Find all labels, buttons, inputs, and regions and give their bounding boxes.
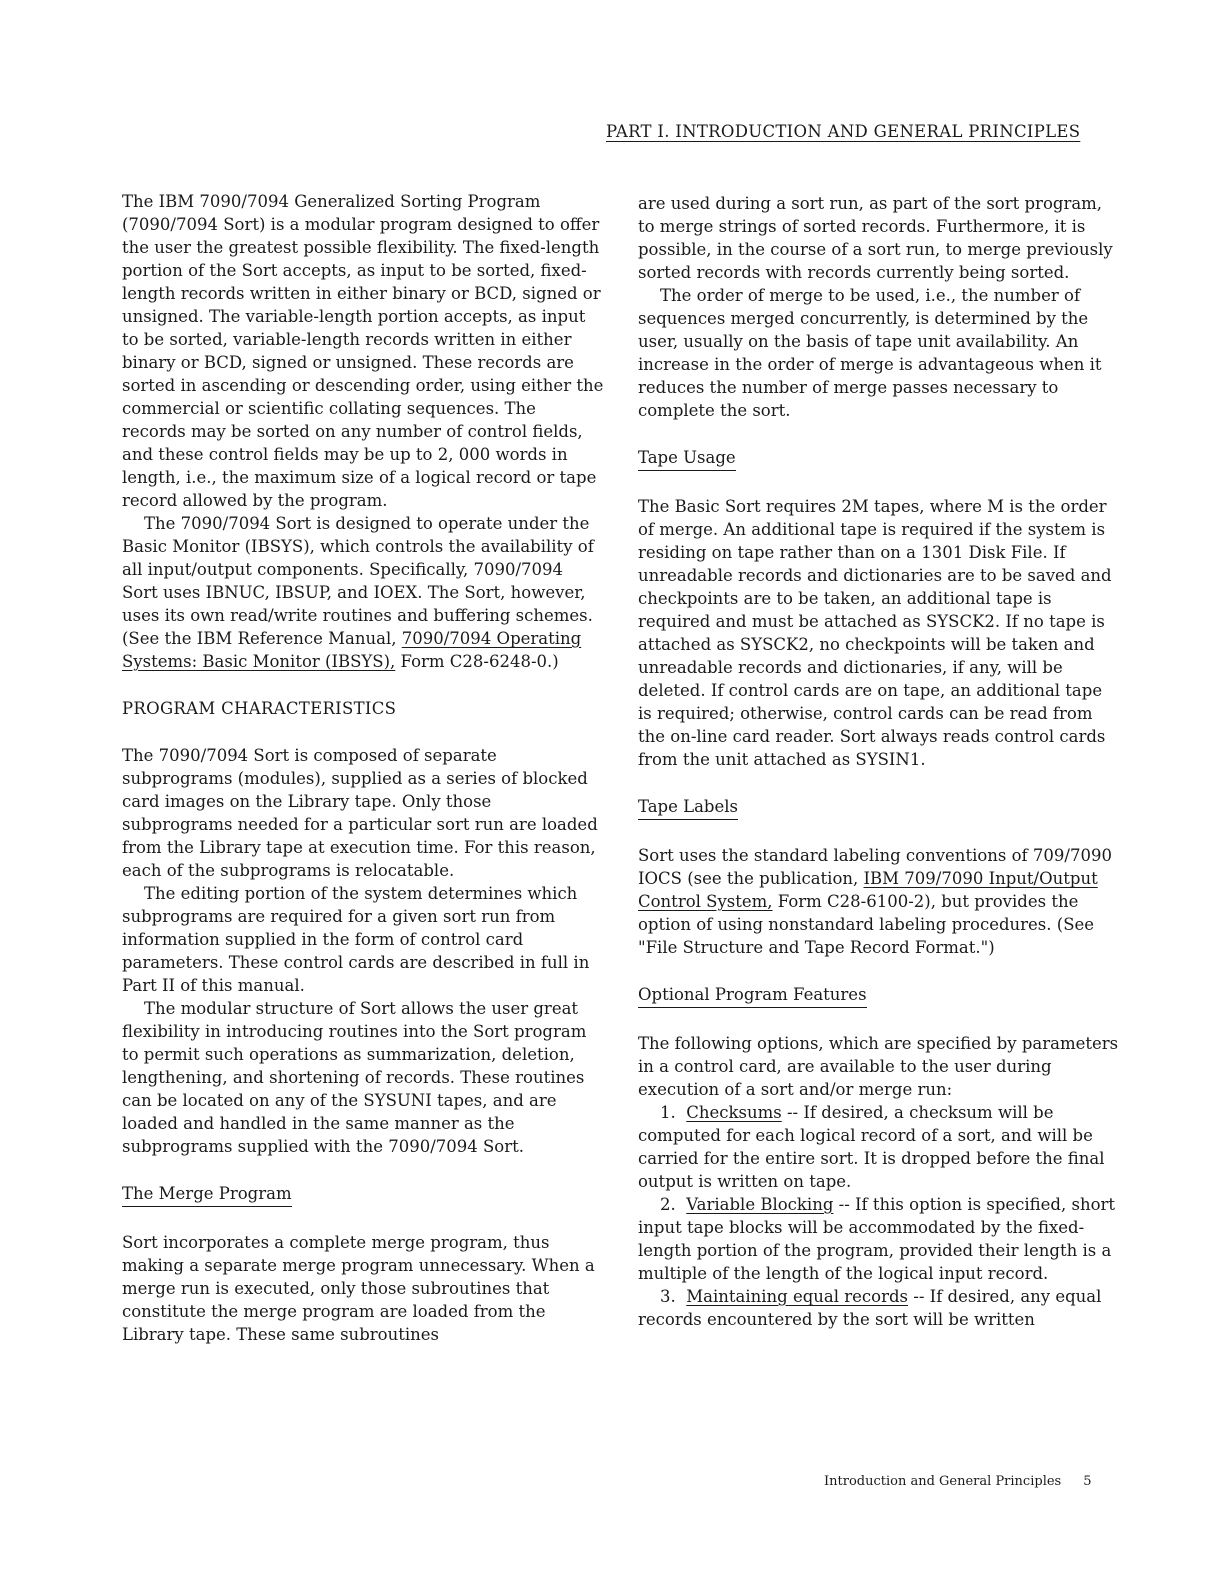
paragraph: The Basic Sort requires 2M tapes, where M is the order of merge. An additional tape is required if the system is residing on tape rather than on a 1301 Disk File. If unreadable records and dictionaries are to be saved and checkpoints are to be taken, an additional tape is required and must be attached as SYSCK2. If no tape is attached as SYSCK2, no checkpoints will be taken and unreadable records and dictionaries, if any, will be deleted. If control cards are on tape, an additional tape is required; otherwise, control cards can be read from the on-line card reader. Sort always reads control cards from the unit attached as SYSIN1.	[638, 497, 1112, 769]
item-number: 2.	[660, 1195, 676, 1214]
subheading-optional-features: Optional Program Features	[638, 983, 867, 1008]
item-term: Checksums	[686, 1103, 782, 1122]
page-header: PART I. INTRODUCTION AND GENERAL PRINCIPLES	[606, 122, 1081, 141]
reference-title: IBM 709/7090 Input/Output Control System,	[638, 869, 1098, 911]
paragraph: The order of merge to be used, i.e., the number of sequences merged concurrently, is determined by the user, usually on the basis of tape unit availability. An increase in the order of merge is advantageous when it reduces the number of merge passes necessary to complete the sort.	[638, 286, 1102, 420]
paragraph: The editing portion of the system determines which subprograms are required for a given sort run from information supplied in the form of control card parameters. These control cards are described in full in Part II of this manual.	[122, 884, 590, 995]
paragraph: The IBM 7090/7094 Generalized Sorting Program (7090/7094 Sort) is a modular program designed to offer the user the greatest possible flexibility. The fixed-length portion of the Sort accepts, as input to be sorted, fixed-length records written in either binary or BCD, signed or unsigned. The variable-length portion accepts, as input to be sorted, variable-length records written in either binary or BCD, signed or unsigned. These records are sorted in ascending or descending order, using either the commercial or scientific collating sequences. The records may be sorted on any number of control fields, and these control fields may be up to 2, 000 words in length, i.e., the maximum size of a logical record or tape record allowed by the program.	[122, 192, 604, 510]
reference-title: 7090/7094 Operating Systems: Basic Monitor (IBSYS),	[122, 629, 582, 671]
paragraph: The modular structure of Sort allows the user great flexibility in introducing routines into the Sort program to permit such operations as summarization, deletion, lengthening, and shortening of records. These routines can be located on any of the SYSUNI tapes, and are loaded and handled in the same manner as the subprograms supplied with the 7090/7094 Sort.	[122, 999, 587, 1156]
page-number: 5	[1083, 1474, 1092, 1489]
subheading-tape-labels: Tape Labels	[638, 795, 738, 820]
left-column	[122, 190, 604, 1346]
paragraph: The 7090/7094 Sort is composed of separate subprograms (modules), supplied as a series of blocked card images on the Library tape. Only those subprograms needed for a particular sort run are loaded from the Library tape at execution time. For this reason, each of the subprograms is relocatable.	[122, 746, 598, 880]
item-term: Variable Blocking	[686, 1195, 834, 1214]
text: Form C28-6248-0.)	[395, 652, 559, 671]
list-item	[638, 1101, 1120, 1193]
item-term: Maintaining equal records	[686, 1287, 909, 1306]
page-footer	[824, 1474, 1092, 1489]
section-heading-program-characteristics: PROGRAM CHARACTERISTICS	[122, 699, 397, 718]
list-item	[638, 1285, 1120, 1331]
text: Sort uses the standard labeling conventions of 709/7090 IOCS (see the publication,	[638, 846, 1112, 888]
subheading-tape-usage: Tape Usage	[638, 446, 736, 471]
text: The 7090/7094 Sort is designed to operate under the Basic Monitor (IBSYS), which controls the availability of all input/output components. Specifically, 7090/7094 Sort uses IBNUC, IBSUP, and IOEX. The Sort, however, uses its own read/write routines and buffering schemes. (See the IBM Reference Manual,	[122, 514, 594, 648]
text: Form C28-6100-2), but provides the option of using nonstandard labeling procedures. (See "File Structure and Tape Record Format.")	[638, 892, 1095, 957]
item-text: -- If this option is specified, short input tape blocks will be accommodated by the fixed-length portion of the program, provided their length is a multiple of the length of the logical input record.	[638, 1195, 1116, 1283]
paragraph: The following options, which are specified by parameters in a control card, are available to the user during execution of a sort and/or merge run:	[638, 1034, 1119, 1099]
subheading-merge-program: The Merge Program	[122, 1182, 292, 1207]
paragraph	[638, 844, 1120, 959]
paragraph: Sort incorporates a complete merge program, thus making a separate merge program unnecessary. When a merge run is executed, only those subroutines that constitute the merge program are loaded from the Library tape. These same subroutines	[122, 1233, 595, 1344]
list-item	[638, 1193, 1120, 1285]
item-number: 3.	[660, 1287, 676, 1306]
paragraph	[122, 512, 604, 673]
item-text: -- If desired, a checksum will be computed for each logical record of a sort, and will be carried for the entire sort. It is dropped before the final output is written on tape.	[638, 1103, 1105, 1191]
footer-section: Introduction and General Principles	[824, 1474, 1062, 1489]
item-number: 1.	[660, 1103, 676, 1122]
item-text: -- If desired, any equal records encountered by the sort will be written	[638, 1287, 1102, 1329]
right-column	[638, 192, 1120, 1331]
paragraph: are used during a sort run, as part of the sort program, to merge strings of sorted records. Furthermore, it is possible, in the course of a sort run, to merge previously sorted records with records currently being sorted.	[638, 194, 1113, 282]
